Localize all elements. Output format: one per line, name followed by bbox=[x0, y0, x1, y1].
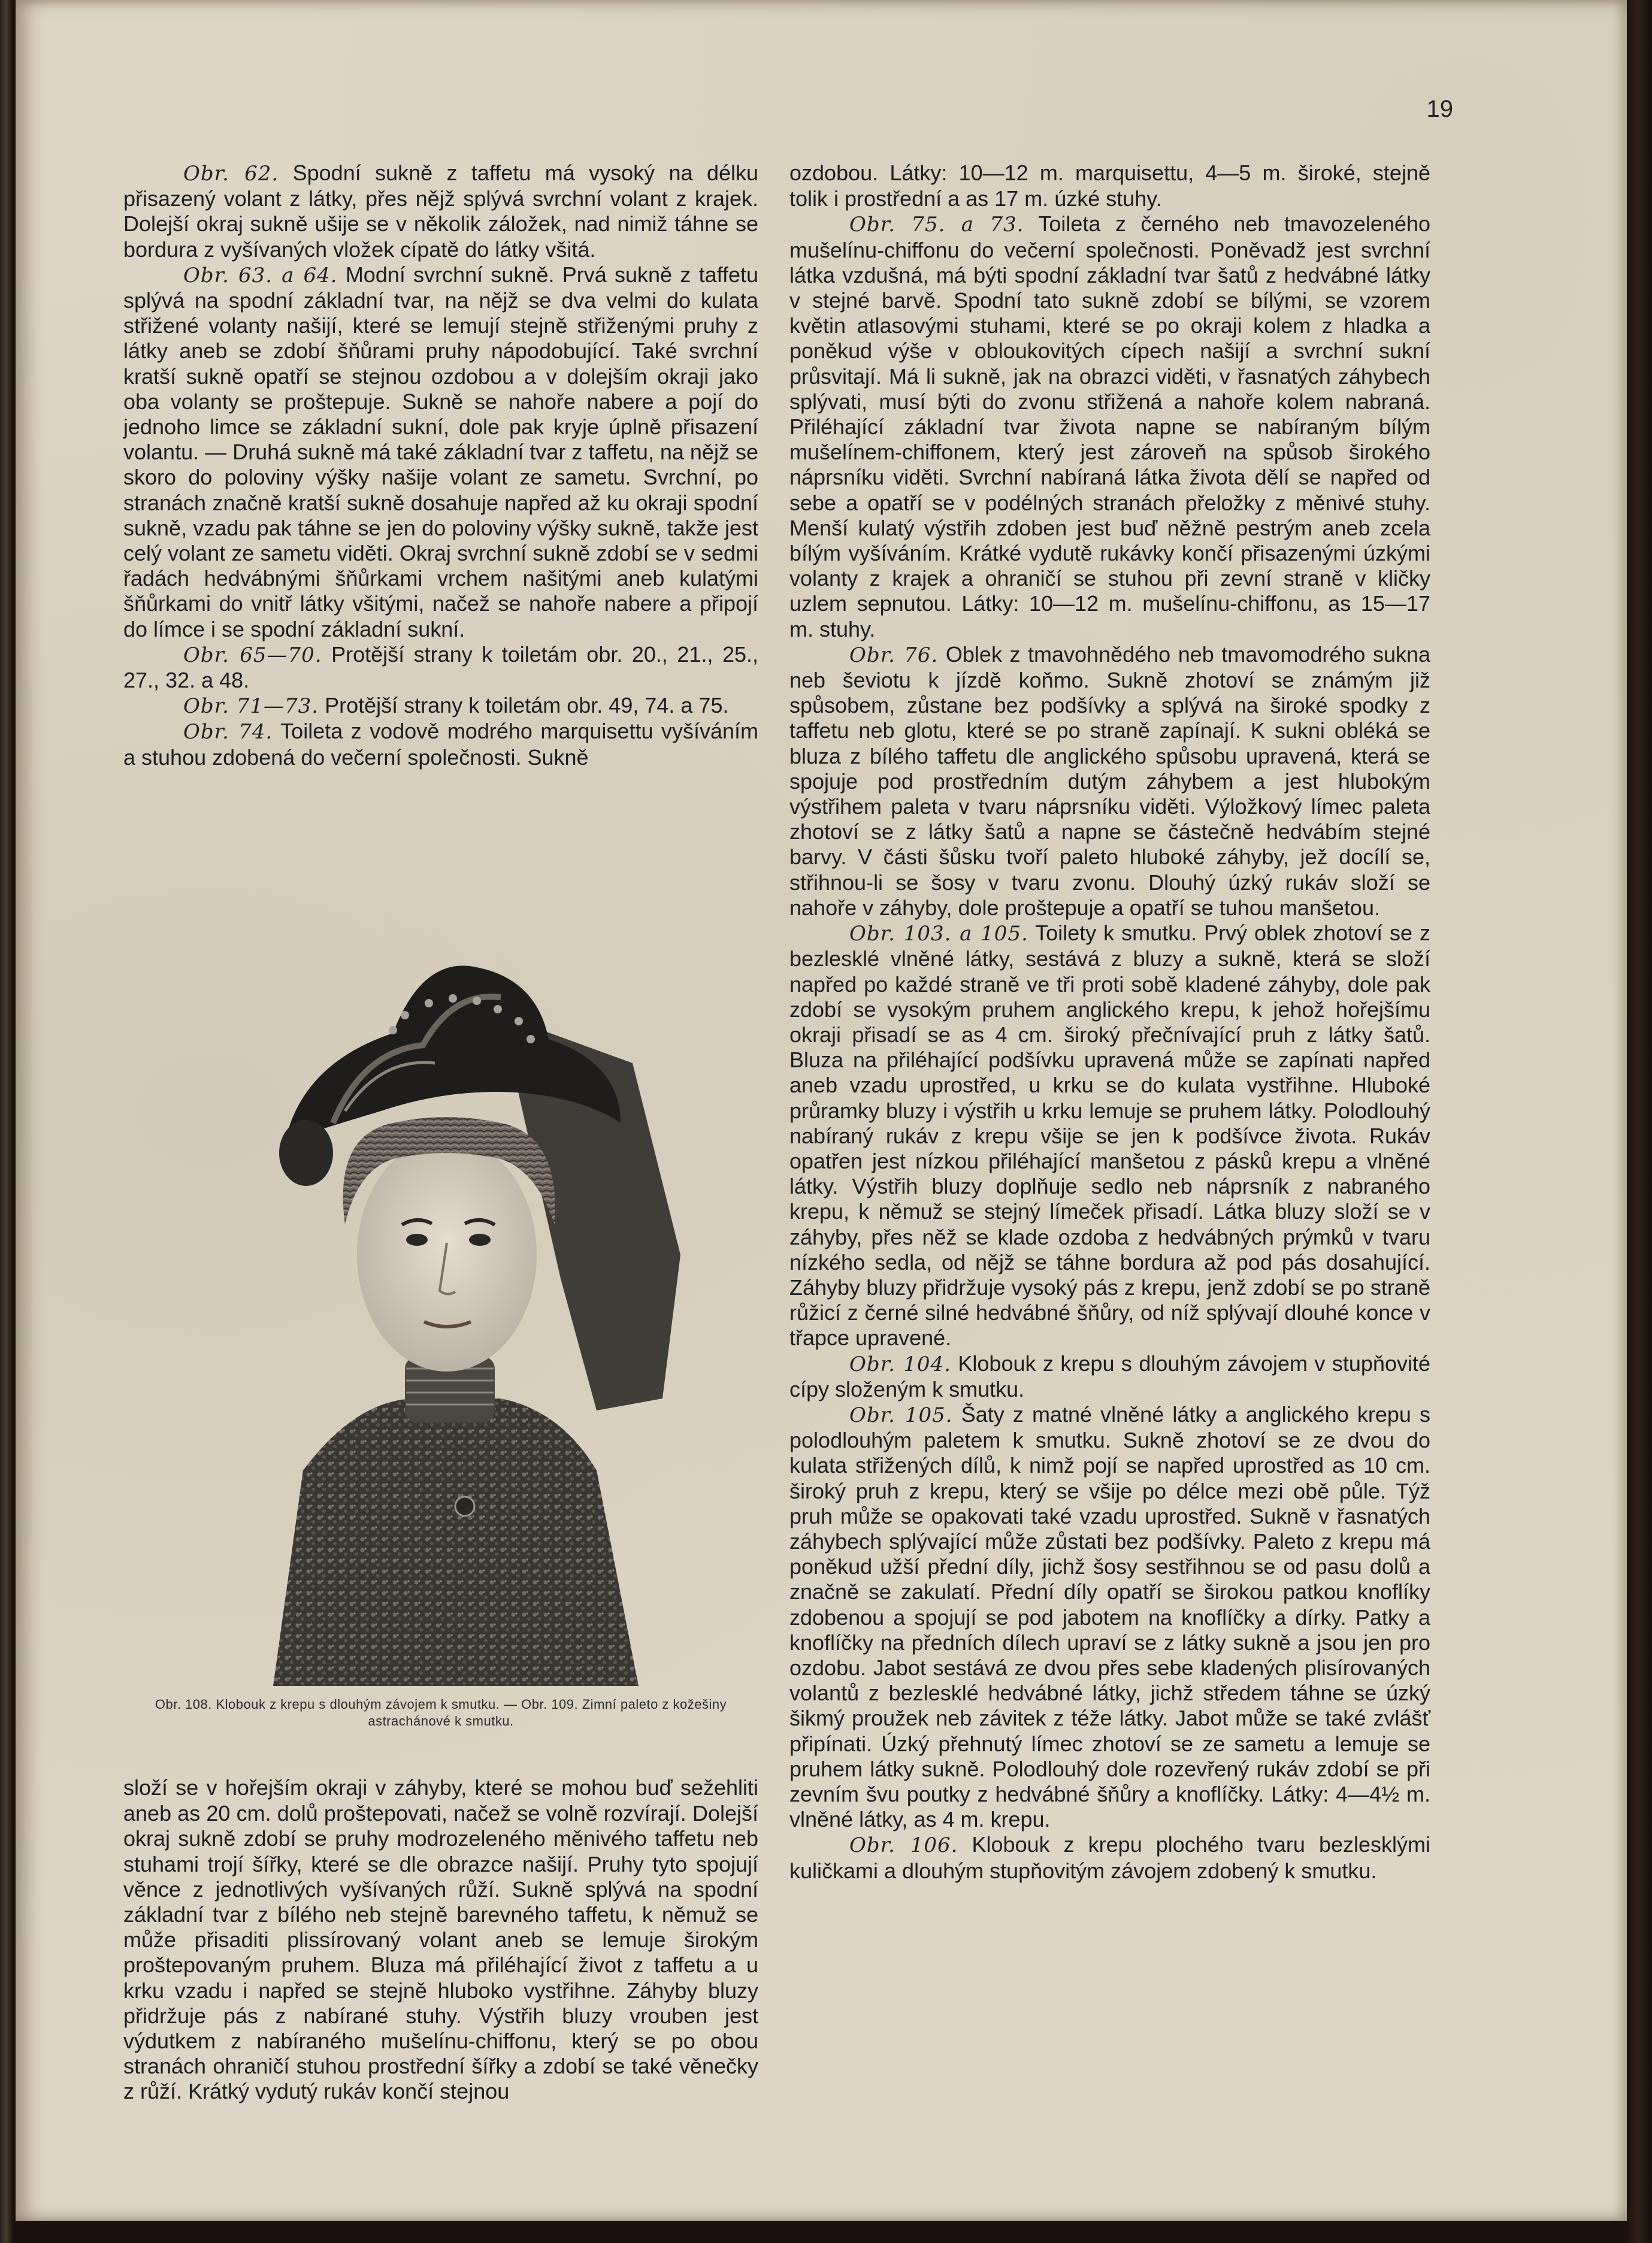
figure-reference: Obr. 74. bbox=[183, 720, 273, 744]
paragraph bbox=[123, 161, 758, 262]
figure-reference: Obr. 63. a 64. bbox=[183, 263, 338, 287]
paragraph bbox=[123, 693, 758, 719]
page-number: 19 bbox=[1426, 96, 1453, 122]
figure-reference: Obr. 62. bbox=[183, 162, 279, 186]
paragraph bbox=[123, 719, 758, 770]
paragraph-text: složí se v hořejším okraji v záhyby, které se mohou buď sežehliti aneb as 20 cm. dolů proštepovati, načež se volně rozvírají. Dolejší okraj sukně zdobí se pruhy modrozeleného měnivého taffetu neb stuhami trojí šířky, které se dle obrazce našijí. Pruhy tyto spojují věnce z jednotlivých vyšívaných růží. Sukně splývá na spodní základní tvar z bílého neb stejně barevného taffetu, k němuž se může přisaditi plissírovaný volant aneb se lemuje širokým proštepovaným pruhem. Bluza má přiléhající život z taffetu a u krku vzadu i napřed se stejně hluboko vystřihne. Záhyby bluzy přidržuje pás z nabírané stuhy. Výstřih bluzy vrouben jest výdutkem z nabíraného mušelínu-chiffonu, který se po obou stranách ohraničí stuhou prostřední šířky a zdobí se také věnečky z růží. Krátký vydutý rukáv končí stejnou bbox=[123, 1775, 758, 2104]
figure-reference: Obr. 65—70. bbox=[183, 643, 322, 667]
paragraph-text: Toileta z černého neb tmavozeleného mušelínu-chiffonu do večerní společnosti. Poněvadž jest svrchní látka vzdušná, má býti spodní základní tvar šatů z hedvábné látky v stejné barvě. Spodní tato sukně zdobí se bílými, se vzorem květin atlasovými stuhami, které se po okraji kolem z hladka a poněkud výše v obloukovitých cípech našijí a svrchní sukní průsvitají. Má li sukně, jak na obrazci viděti, v řasnatých záhybech splývati, musí býti do zvonu střižená a nahoře kolem nabraná. Přiléhající základní tvar života napne se nabíraným bílým mušelínem-chiffonem, který jest zároveň na spůsob širokého náprsníku viděti. Svrchní nabíraná látka života dělí se napřed od sebe a opatří se v podélných stranách přeložky z měnivé stuhy. Menší kulatý výstřih zdoben jest buď něžně pestrým aneb zcela bílým vyšíváním. Krátké vydutě rukávky končí přisazenými úzkými volanty z krajek a ohraničí se stuhou při zevní straně v kličky uzlem sepnutou. Látky: 10—12 m. mušelínu-chiffonu, as 15—17 m. stuhy. bbox=[789, 211, 1430, 641]
figure-reference: Obr. 104. bbox=[849, 1352, 951, 1376]
paragraph-text: Spodní sukně z taffetu má vysoký na délku přisazený volant z látky, přes nějž splývá svrchní volant z krajek. Dolejší okraj sukně ušije se v několik záložek, nad nimiž táhne se bordura z vyšívaných vložek cípatě do látky všitá. bbox=[123, 161, 759, 262]
paragraph bbox=[789, 1832, 1430, 1883]
paragraph-text: Toilety k smutku. Prvý oblek zhotoví se z bezlesklé vlněné látky, sestává z bluzy a sukně, která se složí napřed po každé straně ve tři proti sobě kladené záhyby, dole pak zdobí se vysokým pruhem anglického krepu, k jehož hořejšímu okraji přisadí se as 4 cm. široký přečnívající pruh z látky šatů. Bluza na přiléhající podšívku upravená může se zapínati napřed aneb vzadu uprostřed, u krku se do kulata vystřihne. Hluboké průramky bluzy i výstřih u krku lemuje se pruhem látky. Polodlouhý nabíraný rukáv z krepu všije se jen k podšívce života. Rukáv opatřen jest nízkou přiléhající manšetou z pásků krepu a vlněné látky. Výstřih bluzy doplňuje sedlo neb náprsník z nabraného krepu, k němuž se stejný límeček přisadí. Látka bluzy složí se v záhyby, přes něž se klade ozdoba z hedvábných prýmků v tvaru nízkého sedla, od nějž se táhne bordura až pod pás dosahující. Záhyby bluzy přidržuje vysoký pás z krepu, jenž zdobí se po straně růžicí z černé silné hedvábné šňůry, od níž splývají dlouhé konce v třapce upravené. bbox=[789, 921, 1430, 1351]
paragraph-text: Klobouk z krepu s dlouhým závojem v stupňovité cípy složeným k smutku. bbox=[789, 1351, 1430, 1402]
paragraph bbox=[789, 161, 1430, 211]
paragraph-text: Toileta z vodově modrého marquisettu vyšíváním a stuhou zdobená do večerní společnosti. Sukně bbox=[123, 719, 759, 770]
figure-reference: Obr. 76. bbox=[849, 643, 939, 667]
left-column-top bbox=[123, 161, 758, 770]
paragraph bbox=[123, 1775, 758, 2105]
portrait-illustration bbox=[165, 943, 740, 1704]
figure-reference: Obr. 105. bbox=[849, 1403, 953, 1427]
magazine-page bbox=[16, 0, 1627, 2221]
paragraph-text: Modní svrchní sukně. Prvá sukně z taffetu splývá na spodní základní tvar, na nějž se dva velmi do kulata střižené volanty našijí, které se lemují stejně střiženými pruhy z látky aneb se zdobí šňůrami pruhy nápodobující. Také svrchní kratší sukně opatří se stejnou ozdobou a v dolejším okraji jako oba volanty se proštepuje. Sukně se nahoře nabere a pojí do jednoho limce se základní sukní, dole pak kryje úplně přisazení volantu. — Druhá sukně má také základní tvar z taffetu, na nějž se skoro do poloviny výšky našije volant ze sametu. Svrchní, po stranách značně kratší sukně dosahuje napřed až ku okraji spodní sukně, vzadu pak táhne se jen do poloviny výšky sukně, takže jest celý volant ze sametu viděti. Okraj svrchní sukně zdobí se v sedmi řadách hedvábnými šňůrkami vrchem našitými aneb kulatými šňůrkami do vnitř látky všitými, načež se nahoře nabere a připojí do límce i se spodní základní sukní. bbox=[123, 262, 758, 641]
figure-reference: Obr. 103. a 105. bbox=[849, 922, 1028, 946]
coat bbox=[273, 1399, 639, 1686]
paragraph bbox=[123, 642, 758, 693]
paragraph bbox=[123, 262, 758, 642]
paragraph-text: Protější strany k toiletám obr. 49, 74. a 75. bbox=[319, 693, 729, 718]
right-column bbox=[789, 161, 1430, 1884]
paragraph-text: ozdobou. Látky: 10—12 m. marquisettu, 4—5 m. široké, stejně tolik i prostřední a as 17 m. úzké stuhy. bbox=[789, 161, 1430, 211]
brooch bbox=[455, 1497, 474, 1516]
paragraph-text: Oblek z tmavohnědého neb tmavomodrého sukna neb ševiotu k jízdě koňmo. Sukně zhotoví se známým již spůsobem, zůstane bez podšívky a splývá na široké spodky z taffetu neb glotu, které se po straně zapínají. K sukni obléká se bluza z bílého taffetu dle anglického spůsobu upravená, která se spojuje pod prostředním dutým záhybem a jest hlubokým výstřihem paleta v tvaru náprsníku viděti. Výložkový límec paleta zhotoví se z látky šatů a napne se částečně hedvábím stejné barvy. V části šůsku tvoří paleto hluboké záhyby, jež docílí se, střihnou-li se šosy v tvaru zvonu. Dlouhý úzký rukáv složí se nahoře v záhyby, dole proštepuje a opatří se tuhou manšetou. bbox=[789, 641, 1431, 920]
left-column-bottom bbox=[123, 1775, 758, 2105]
paragraph bbox=[789, 921, 1430, 1351]
paragraph-text: Klobouk z krepu plochého tvaru bezlesklými kuličkami a dlouhým stupňovitým závojem zdobený k smutku. bbox=[789, 1832, 1430, 1883]
face bbox=[357, 1138, 537, 1372]
figure-caption: Obr. 108. Klobouk z krepu s dlouhým závojem k smutku. — Obr. 109. Zimní paleto z kožešiny astrachánové k smutku. bbox=[155, 1697, 727, 1729]
paragraph bbox=[789, 642, 1430, 921]
paragraph bbox=[789, 211, 1430, 641]
figure-reference: Obr. 75. a 73. bbox=[849, 213, 1024, 237]
paragraph bbox=[789, 1351, 1430, 1402]
figure-reference: Obr. 71—73. bbox=[183, 694, 319, 719]
paragraph bbox=[789, 1402, 1430, 1832]
paragraph-text: Protější strany k toiletám obr. 20., 21., 25., 27., 32. a 48. bbox=[123, 641, 759, 693]
figure-reference: Obr. 106. bbox=[849, 1833, 958, 1858]
portrait-drawing bbox=[165, 943, 740, 1704]
paragraph-text: Šaty z matné vlněné látky a anglického krepu s polodlouhým paletem k smutku. Sukně zhotoví se ze dvou do kulata střižených dílů, k nimž pojí se napřed uprostřed as 10 cm. široký pruh z krepu, který se všije po délce mezi obě půle. Týž pruh může se opakovati také vzadu uprostřed. Sukně v řasnatých záhybech splývající může zůstati bez podšívky. Paleto z krepu má poněkud užší přední díly, jichž šosy sestřihnou se od pasu dolů a značně se zakulatí. Přední díly opatří se širokou patkou knoflíky zdobenou a spojují se pod jabotem na knoflíčky a dírky. Patky a knoflíčky na předních dílech upraví se z látky sukně a jsou jen pro ozdobu. Jabot sestává ze dvou přes sebe kladených plisírovaných volantů z bezlesklé hedvábné látky, jichž středem táhne se úzký šikmý proužek neb závitek z téže látky. Jabot může se také zvlášť připínati. Úzký přehnutý límec zhotoví se ze sametu a lemuje se pruhem látky sukně. Polodlouhý dole rozevřený rukáv zdobí se při zevním švu poutky z hedvábné šňůry a knoflíčky. Látky: 4—4½ m. vlněné látky, as 4 m. krepu. bbox=[789, 1402, 1430, 1832]
